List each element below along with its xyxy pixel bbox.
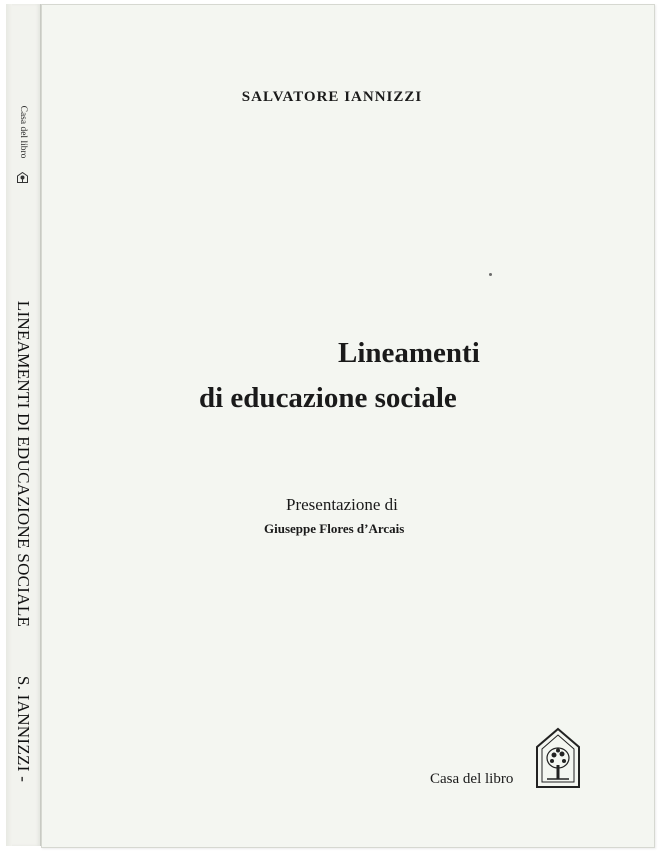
spine-author [8, 664, 38, 794]
cover-title-line-1: Lineamenti [338, 337, 480, 369]
front-cover [41, 4, 655, 848]
presenter-name: Giuseppe Flores d’Arcais [264, 521, 405, 536]
spine-title [8, 254, 38, 674]
spine-publisher [8, 100, 38, 164]
cover-publisher: Casa del libro [430, 771, 514, 787]
paper-speck [489, 273, 492, 276]
spine-author-text: S. IANNIZZI - [14, 675, 33, 783]
spine-title-text: LINEAMENTI DI EDUCAZIONE SOCIALE [14, 300, 33, 628]
presentation-label: Presentazione di [286, 495, 398, 514]
house-tree-logo-icon [535, 727, 581, 789]
cover-author: SALVATORE IANNIZZI [241, 89, 423, 105]
book-spine [6, 4, 41, 846]
spine-logo-icon [17, 172, 28, 183]
spine-publisher-text: Casa del libro [18, 105, 28, 159]
cover-title-line-2: di educazione sociale [199, 382, 457, 414]
